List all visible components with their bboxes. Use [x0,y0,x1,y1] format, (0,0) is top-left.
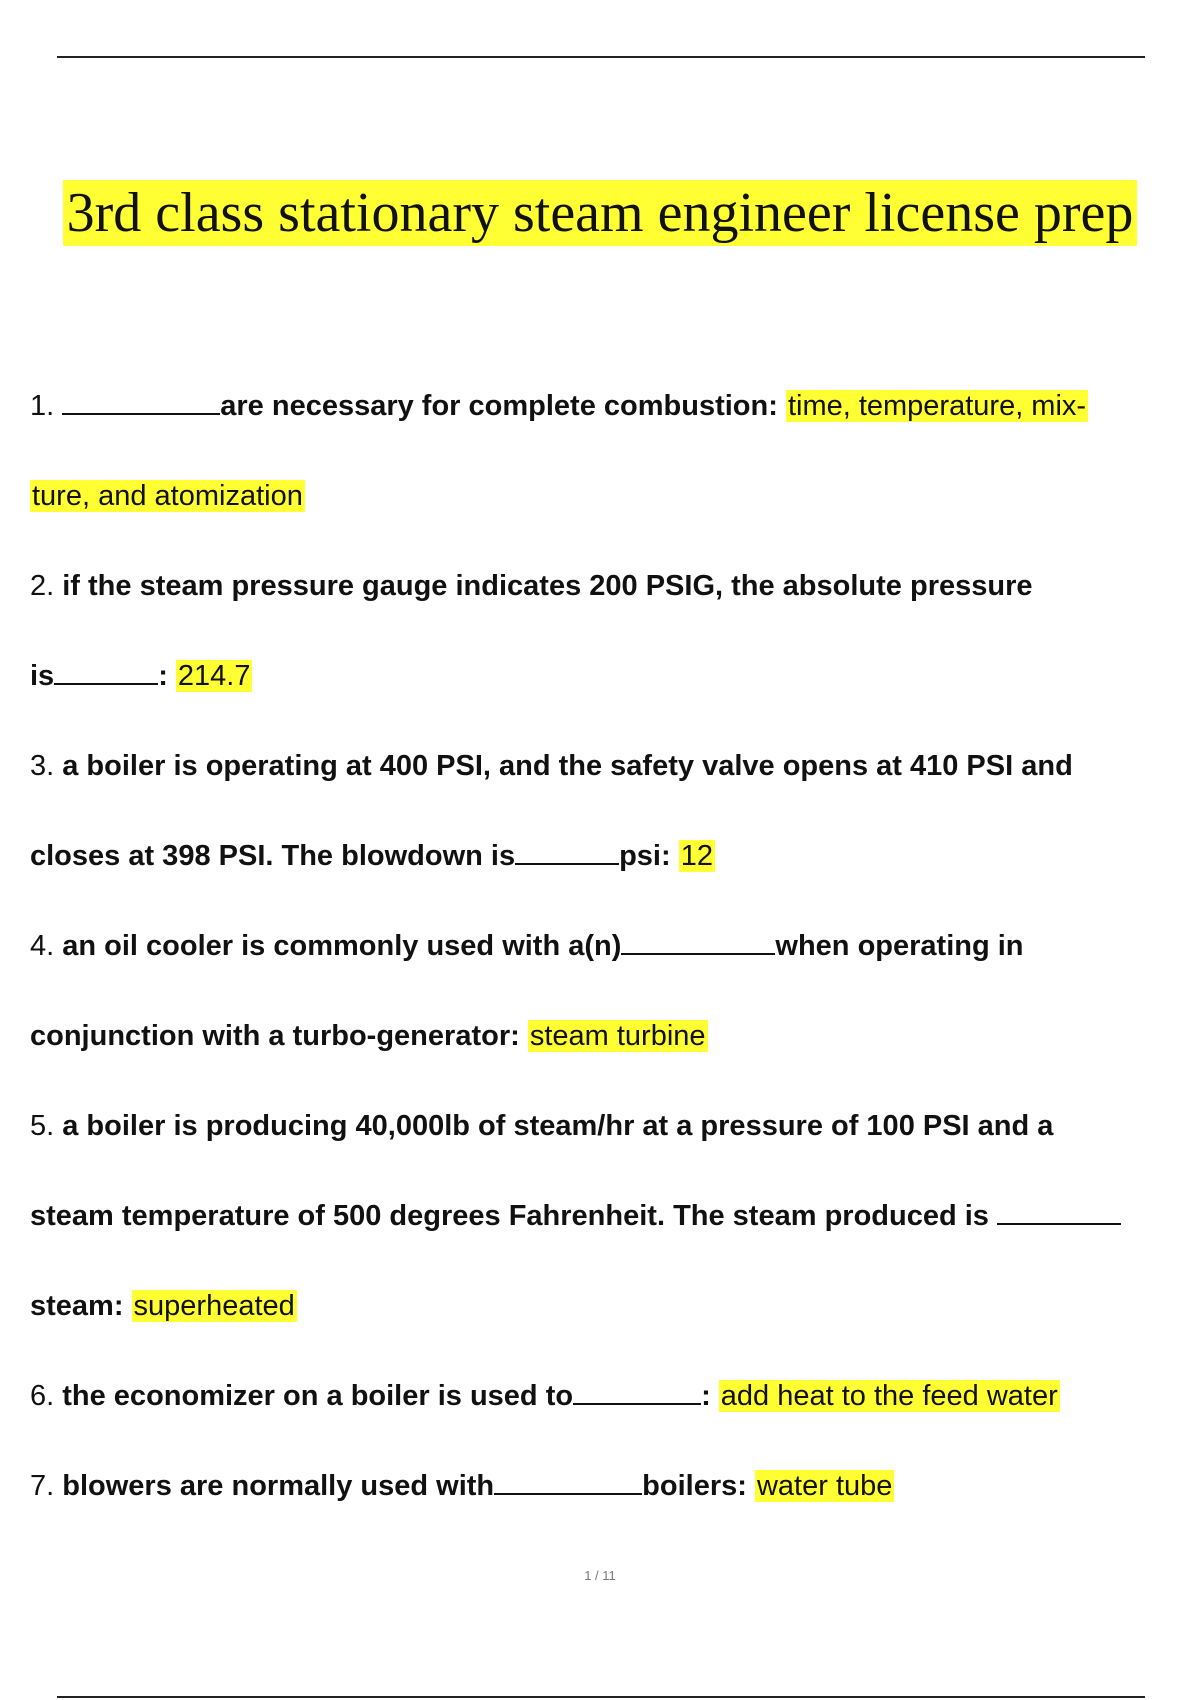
question-7-line [30,1466,894,1506]
question-1-line-1 [30,386,1088,426]
question-1-number: 1. [30,390,55,422]
answer-blank [573,1377,701,1405]
question-3-text-cont: closes at 398 PSI. The blowdown is [30,840,516,872]
question-4-suffix: when operating in [775,930,1024,962]
question-1-line-2 [30,476,305,516]
question-1-answer-part-1: time, temperature, mix- [787,390,1087,422]
question-7-answer: water tube [756,1470,893,1502]
question-3-line-1 [30,746,1073,786]
question-7-number: 7. [30,1470,55,1502]
question-2-number: 2. [30,570,55,602]
question-6-suffix: : [701,1380,719,1412]
question-4-answer: steam turbine [529,1020,706,1052]
answer-blank [515,837,619,865]
question-3-number: 3. [30,750,55,782]
question-6-line [30,1376,1060,1416]
question-5-number: 5. [30,1110,55,1142]
question-2-line-2 [30,656,252,696]
question-1-text: are necessary for complete combustion: [220,390,786,422]
question-2-answer: 214.7 [177,660,251,692]
answer-blank [621,927,775,955]
question-5-answer: superheated [133,1290,295,1322]
question-6-text: the economizer on a boiler is used to [62,1380,574,1412]
question-2-line-1 [30,566,1033,606]
answer-blank [54,657,158,685]
page-indicator: 1 / 11 [584,1568,616,1583]
answer-blank [62,387,220,415]
question-2-text-cont: is [30,660,55,692]
question-7-text: blowers are normally used with [62,1470,495,1502]
question-4-text: an oil cooler is commonly used with a(n) [62,930,622,962]
question-4-line-1 [30,926,1024,966]
question-3-text: a boiler is operating at 400 PSI, and the safety valve opens at 410 PSI and [62,750,1073,782]
bottom-rule [57,1696,1145,1698]
top-rule [57,56,1145,58]
question-6-answer: add heat to the feed water [720,1380,1058,1412]
question-4-text-cont: conjunction with a turbo-generator: [30,1020,528,1052]
question-3-answer: 12 [680,840,713,872]
question-5-text: a boiler is producing 40,000lb of steam/hr at a pressure of 100 PSI and a [62,1110,1054,1142]
question-5-line-2 [30,1196,1121,1236]
question-5-text-end: steam: [30,1290,132,1322]
question-4-line-2 [30,1016,708,1056]
question-3-suffix: psi: [619,840,679,872]
question-5-text-cont: steam temperature of 500 degrees Fahrenheit. The steam produced is [30,1200,997,1232]
question-4-number: 4. [30,930,55,962]
question-2-text: if the steam pressure gauge indicates 200 PSIG, the absolute pressure [62,570,1033,602]
question-3-line-2 [30,836,715,876]
answer-blank [997,1197,1121,1225]
question-5-line-3 [30,1286,297,1326]
document-title: 3rd class stationary steam engineer license prep [63,180,1138,246]
question-5-line-1 [30,1106,1053,1146]
question-2-suffix: : [158,660,176,692]
question-6-number: 6. [30,1380,55,1412]
question-1-answer-part-2: ture, and atomization [32,480,303,512]
answer-blank [494,1467,642,1495]
question-7-suffix: boilers: [642,1470,755,1502]
title-container [0,180,1200,246]
